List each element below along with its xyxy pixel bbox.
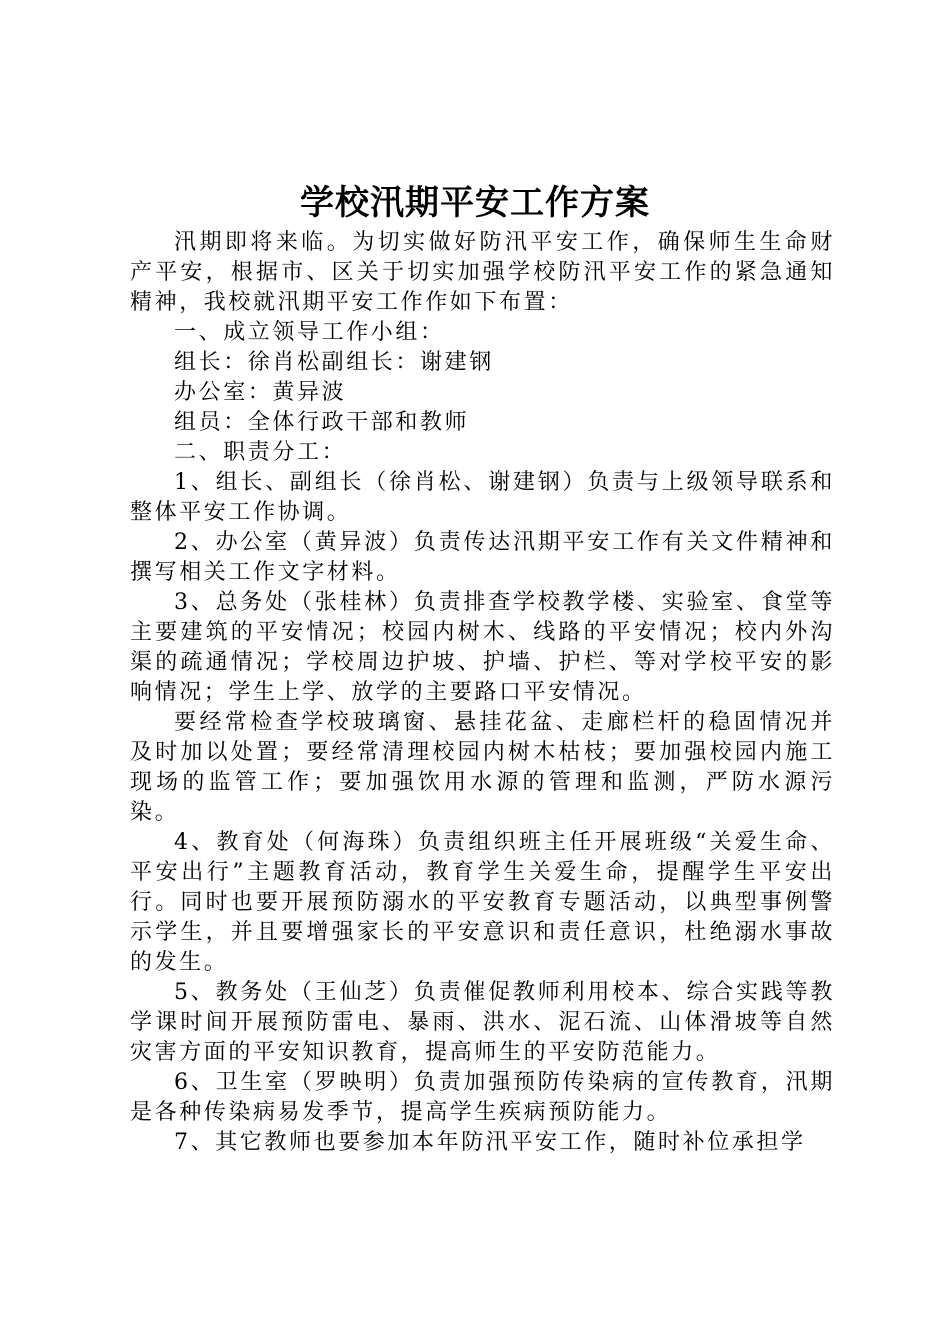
paragraph-duty-1: 1、组长、副组长（徐肖松、谢建钢）负责与上级领导联系和整体平安工作协调。: [130, 470, 835, 525]
paragraph-duty-2: 2、办公室（黄异波）负责传达汛期平安工作有关文件精神和撰写相关工作文字材料。: [130, 530, 835, 585]
paragraph-duty-5: 5、教务处（王仙芝）负责催促教师利用校本、综合实践等教学课时间开展预防雷电、暴雨、洪水、泥石流、山体滑坡等自然灾害方面的平安知识教育，提高师生的平安防范能力。: [130, 980, 835, 1065]
document-title: 学校汛期平安工作方案: [300, 183, 650, 223]
paragraph-duty-3: 3、总务处（张桂林）负责排查学校教学楼、实验室、食堂等主要建筑的平安情况；校园内树木、线路的平安情况；校内外沟渠的疏通情况；学校周边护坡、护墙、护栏、等对学校平安的影响情况；学生上学、放学的主要路口平安情况。: [130, 590, 835, 705]
paragraph-section-2-heading: 二、职责分工：: [174, 440, 347, 465]
paragraph-leaders: 组长：徐肖松副组长：谢建钢: [174, 350, 494, 375]
paragraph-duty-7: 7、其它教师也要参加本年防汛平安工作，随时补位承担学: [174, 1130, 806, 1155]
paragraph-duty-6: 6、卫生室（罗映明）负责加强预防传染病的宣传教育，汛期是各种传染病易发季节，提高学生疾病预防能力。: [130, 1070, 835, 1125]
paragraph-members: 组员：全体行政干部和教师: [174, 410, 470, 435]
paragraph-duty-4: 4、教育处（何海珠）负责组织班主任开展班级“关爱生命、平安出行”主题教育活动，教育学生关爱生命，提醒学生平安出行。同时也要开展预防溺水的平安教育专题活动，以典型事例警示学生，并且要增强家长的平安意识和责任意识，杜绝溺水事故的发生。: [130, 830, 835, 975]
paragraph-office: 办公室：黄异波: [174, 380, 347, 405]
paragraph-section-1-heading: 一、成立领导工作小组：: [174, 320, 445, 345]
document-body: [130, 228, 835, 1158]
paragraph-intro: 汛期即将来临。为切实做好防汛平安工作，确保师生生命财产平安，根据市、区关于切实加强学校防汛平安工作的紧急通知精神，我校就汛期平安工作作如下布置：: [130, 230, 835, 315]
paragraph-duty-3-detail: 要经常检查学校玻璃窗、悬挂花盆、走廊栏杆的稳固情况并及时加以处置；要经常清理校园内树木枯枝；要加强校园内施工现场的监管工作；要加强饮用水源的管理和监测，严防水源污染。: [130, 710, 835, 825]
